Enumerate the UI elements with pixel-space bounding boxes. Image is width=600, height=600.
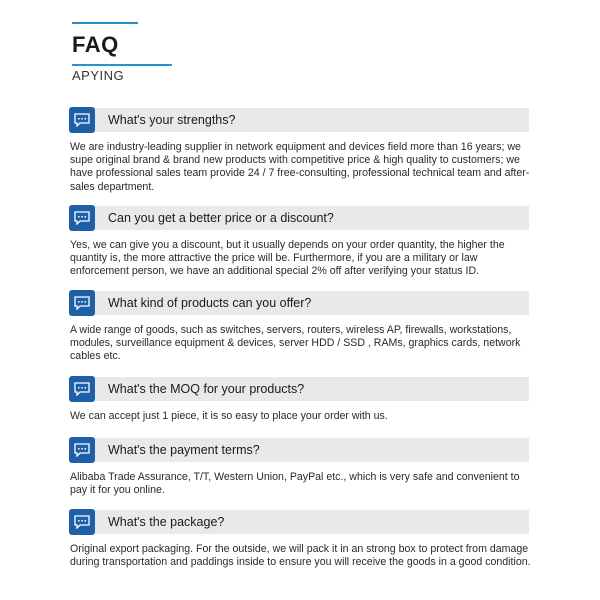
answer-text: Yes, we can give you a discount, but it usually depends on your order quantity, the higher the quantity is, the more attractive the price will be. Furthermore, if you are a military or law enforcement person, we have an additional special 2% off after verifying your status ID. <box>70 239 505 278</box>
chat-icon <box>69 107 95 133</box>
chat-icon <box>69 205 95 231</box>
question-text: What kind of products can you offer? <box>108 296 312 310</box>
answer-text: Original export packaging. For the outside, we will pack it in an strong box to protect from damage during transportation and paddings inside to ensure you will receive the goods in a good condition. <box>70 543 531 569</box>
chat-icon <box>69 437 95 463</box>
question-text: What's the MOQ for your products? <box>108 382 305 396</box>
question-text: What's your strengths? <box>108 113 236 127</box>
question-text: Can you get a better price or a discount? <box>108 211 334 225</box>
answer-text: We can accept just 1 piece, it is so easy to place your order with us. <box>70 410 388 422</box>
chat-icon <box>69 509 95 535</box>
header-divider <box>72 64 172 66</box>
header-top-rule <box>72 22 138 24</box>
question-text: What's the package? <box>108 515 225 529</box>
page-subtitle: APYING <box>72 68 125 83</box>
answer-text: Alibaba Trade Assurance, T/T, Western Union, PayPal etc., which is very safe and convenient to pay it for you online. <box>70 471 520 497</box>
chat-icon <box>69 290 95 316</box>
answer-text: A wide range of goods, such as switches, servers, routers, wireless AP, firewalls, workstations, modules, surveillance equipment & devices, server HDD / SSD , RAMs, graphics cards, network cables etc. <box>70 324 521 363</box>
chat-icon <box>69 376 95 402</box>
answer-text: We are industry-leading supplier in network equipment and devices field more than 16 years; we supe original brand & brand new products with competitive price & high quality to customers; we have professional sales team provide 24 / 7 free-consulting, professional technical team and after-sales department. <box>70 141 530 193</box>
question-text: What's the payment terms? <box>108 443 260 457</box>
page-title: FAQ <box>72 32 119 57</box>
